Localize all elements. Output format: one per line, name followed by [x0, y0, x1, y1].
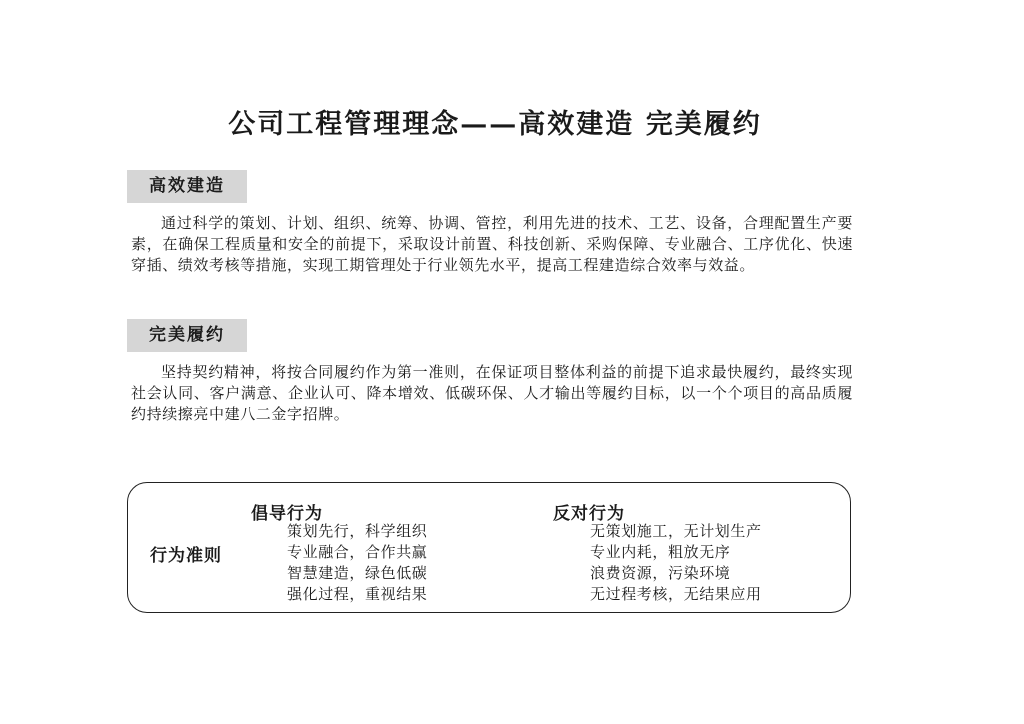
- section-tag-efficient-build: 高效建造: [127, 170, 247, 203]
- oppose-list: [590, 521, 762, 605]
- section-paragraph-efficient-build: 通过科学的策划、计划、组织、统筹、协调、管控，利用先进的技术、工艺、设备，合理配置生产要素，在确保工程质量和安全的前提下，采取设计前置、科技创新、采购保障、专业融合、工序优化、快速穿插、绩效考核等措施，实现工期管理处于行业领先水平，提高工程建造综合效率与效益。: [131, 214, 853, 274]
- conduct-label: 行为准则: [150, 546, 222, 566]
- oppose-item: 无过程考核，无结果应用: [590, 585, 762, 603]
- conduct-box: [127, 482, 851, 613]
- advocate-item: 强化过程，重视结果: [287, 585, 428, 603]
- oppose-item: 浪费资源，污染环境: [590, 564, 731, 582]
- page-title: 公司工程管理理念——高效建造 完美履约: [228, 109, 762, 140]
- oppose-title: 反对行为: [553, 504, 625, 524]
- section-tag-perfect-performance: 完美履约: [127, 319, 247, 352]
- oppose-item: 无策划施工，无计划生产: [590, 522, 762, 540]
- advocate-item: 专业融合，合作共赢: [287, 543, 428, 561]
- advocate-item: 智慧建造，绿色低碳: [287, 564, 428, 582]
- advocate-title: 倡导行为: [251, 504, 323, 524]
- advocate-item: 策划先行，科学组织: [287, 522, 428, 540]
- advocate-list: [287, 521, 427, 605]
- oppose-item: 专业内耗，粗放无序: [590, 543, 731, 561]
- section-paragraph-perfect-performance: 坚持契约精神，将按合同履约作为第一准则，在保证项目整体利益的前提下追求最快履约，最终实现社会认同、客户满意、企业认可、降本增效、低碳环保、人才输出等履约目标，以一个个项目的高品质履约持续擦亮中建八二金字招牌。: [131, 363, 853, 423]
